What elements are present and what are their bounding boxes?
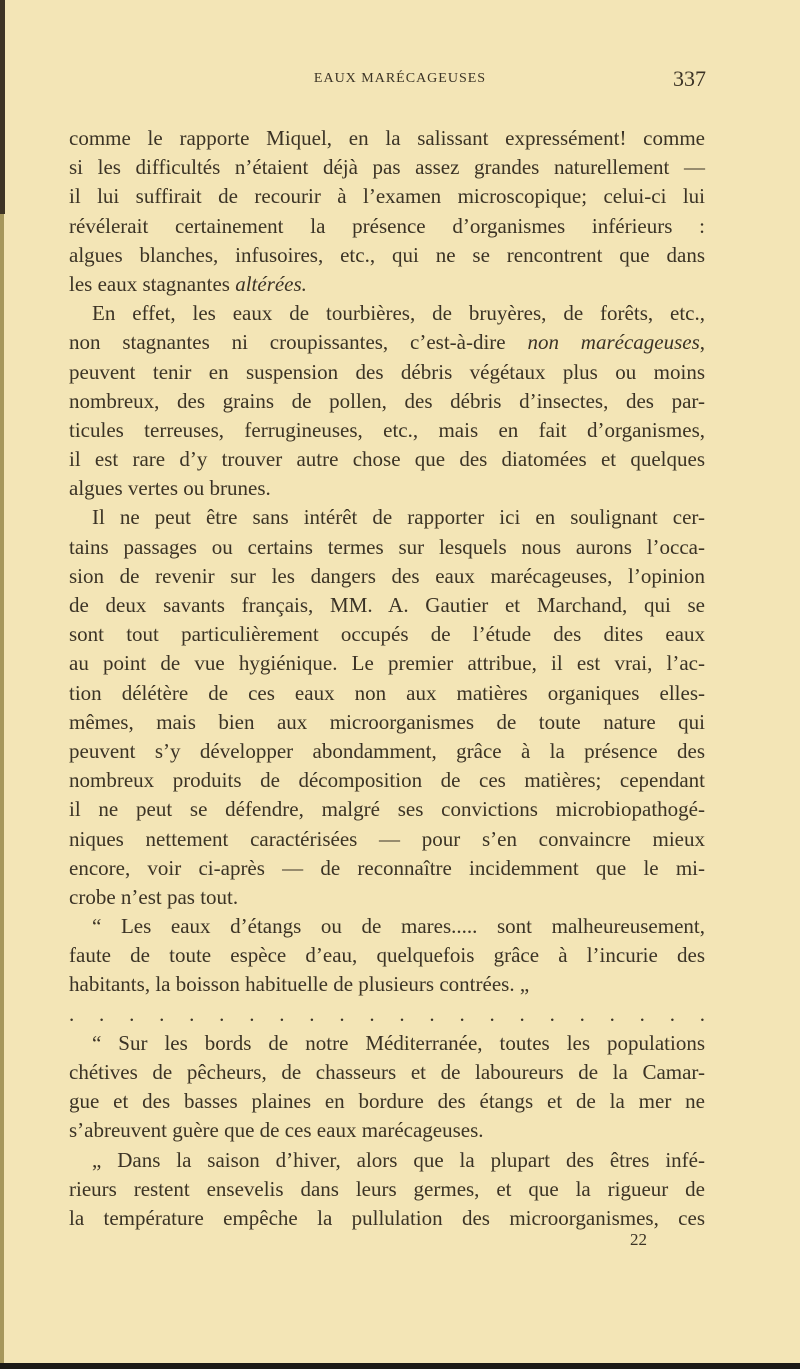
text-line [69, 328, 705, 357]
book-binding-edge [0, 0, 5, 214]
text-segment: il est rare d’y trouver autre chose que des diatomées et quelques [69, 447, 705, 472]
text-line [69, 416, 705, 445]
text-segment: habitants, la boisson habituelle de plusieurs contrées. „ [69, 972, 530, 997]
text-line [69, 1087, 705, 1116]
text-segment: nombreux, des grains de pollen, des débris d’insectes, des par- [69, 388, 705, 413]
text-line [69, 358, 705, 387]
text-segment: peuvent tenir en suspension des débris végétaux plus ou moins [69, 359, 705, 384]
text-segment: „ Dans la saison d’hiver, alors que la plupart des êtres infé- [92, 1147, 705, 1172]
text-segment: tion délétère de ces eaux non aux matières organiques elles- [69, 680, 705, 705]
text-line [69, 533, 705, 562]
text-segment: gue et des basses plaines en bordure des étangs et de la mer ne [69, 1089, 705, 1114]
italic-text: altérées. [235, 271, 307, 296]
text-segment: algues blanches, infusoires, etc., qui ne se rencontrent que dans [69, 242, 705, 267]
text-line [69, 153, 705, 182]
text-line [69, 795, 705, 824]
text-segment: les eaux stagnantes [69, 271, 236, 296]
text-segment: il lui suffirait de recourir à l’examen microscopique; celui-ci lui [69, 184, 705, 209]
text-line [69, 241, 705, 270]
page-number: 337 [673, 66, 706, 91]
text-line [69, 212, 705, 241]
ellipsis-line [69, 1000, 705, 1029]
text-segment: rieurs restent ensevelis dans leurs germes, et que la rigueur de [69, 1176, 705, 1201]
text-segment: il ne peut se défendre, malgré ses convictions microbiopathogé- [69, 797, 705, 822]
text-line [69, 970, 705, 999]
signature-mark: 22 [630, 1230, 647, 1249]
text-line [69, 182, 705, 211]
text-line [69, 1175, 705, 1204]
text-line [69, 474, 705, 503]
text-line [69, 766, 705, 795]
text-segment: algues vertes ou brunes. [69, 476, 271, 501]
text-segment: comme le rapporte Miquel, en la salissant expressément! comme [69, 126, 705, 150]
text-line [69, 708, 705, 737]
text-segment: révélerait certainement la présence d’organismes inférieurs : [69, 213, 705, 238]
text-line [69, 1058, 705, 1087]
text-line [69, 737, 705, 766]
text-segment: niques nettement caractérisées — pour s’en convaincre mieux [69, 826, 705, 851]
italic-text: non marécageuses [527, 330, 700, 355]
text-segment: peuvent s’y développer abondamment, grâce à la présence des [69, 738, 705, 763]
text-segment: la température empêche la pullulation des microorganismes, ces [69, 1205, 705, 1230]
text-segment: “ Sur les bords de notre Méditerranée, toutes les populations [92, 1030, 705, 1055]
text-segment: . . . . . . . . . . . . . . . . . . . . . . [69, 1001, 705, 1026]
text-segment: de deux savants français, MM. A. Gautier et Marchand, qui se [69, 593, 705, 617]
text-line [69, 854, 705, 883]
text-segment: En effet, les eaux de tourbières, de bruyères, de forêts, etc., [92, 301, 705, 326]
text-line [69, 620, 705, 649]
text-line [69, 679, 705, 708]
scan-border [0, 1363, 800, 1369]
text-segment: ticules terreuses, ferrugineuses, etc., mais en fait d’organismes, [69, 417, 705, 442]
text-line [69, 591, 705, 620]
text-line [69, 883, 705, 912]
text-line [69, 941, 705, 970]
text-segment: nombreux produits de décomposition de ces matières; cependant [69, 768, 705, 793]
text-line [69, 1204, 705, 1233]
text-segment: s’abreuvent guère que de ces eaux marécageuses. [69, 1118, 484, 1143]
text-line [69, 299, 705, 328]
text-line [69, 124, 705, 153]
text-line [69, 912, 705, 941]
text-segment: sion de revenir sur les dangers des eaux marécageuses, l’opinion [69, 563, 705, 588]
text-segment: faute de toute espèce d’eau, quelquefois grâce à l’incurie des [69, 943, 705, 968]
body-text [69, 124, 705, 1233]
text-segment: chétives de pêcheurs, de chasseurs et de laboureurs de la Camar- [69, 1060, 705, 1084]
text-line [69, 649, 705, 678]
text-segment: tains passages ou certains termes sur lesquels nous aurons l’occa- [69, 534, 705, 559]
text-line [69, 825, 705, 854]
text-segment: crobe n’est pas tout. [69, 884, 239, 909]
text-segment: mêmes, mais bien aux microorganismes de toute nature qui [69, 709, 705, 734]
text-line [69, 1146, 705, 1175]
text-segment: “ Les eaux d’étangs ou de mares..... sont malheureusement, [92, 914, 705, 939]
text-segment: Il ne peut être sans intérêt de rapporter ici en soulignant cer- [92, 505, 705, 530]
text-line [69, 1029, 705, 1058]
text-line [69, 503, 705, 532]
text-segment: si les difficultés n’étaient déjà pas assez grandes naturellement — [69, 155, 705, 180]
text-line [69, 1116, 705, 1145]
text-line [69, 270, 705, 299]
text-segment: au point de vue hygiénique. Le premier attribue, il est vrai, l’ac- [69, 651, 705, 676]
text-line [69, 562, 705, 591]
running-title: EAUX MARÉCAGEUSES [313, 71, 487, 86]
text-line [69, 445, 705, 474]
page-edge [0, 214, 4, 1364]
text-segment: sont tout particulièrement occupés de l’étude des dites eaux [69, 622, 705, 647]
text-segment: , [699, 330, 705, 355]
text-segment: encore, voir ci-après — de reconnaître incidemment que le mi- [69, 855, 705, 880]
text-line [69, 387, 705, 416]
text-segment: non stagnantes ni croupissantes, c’est-à-dire [69, 330, 528, 355]
